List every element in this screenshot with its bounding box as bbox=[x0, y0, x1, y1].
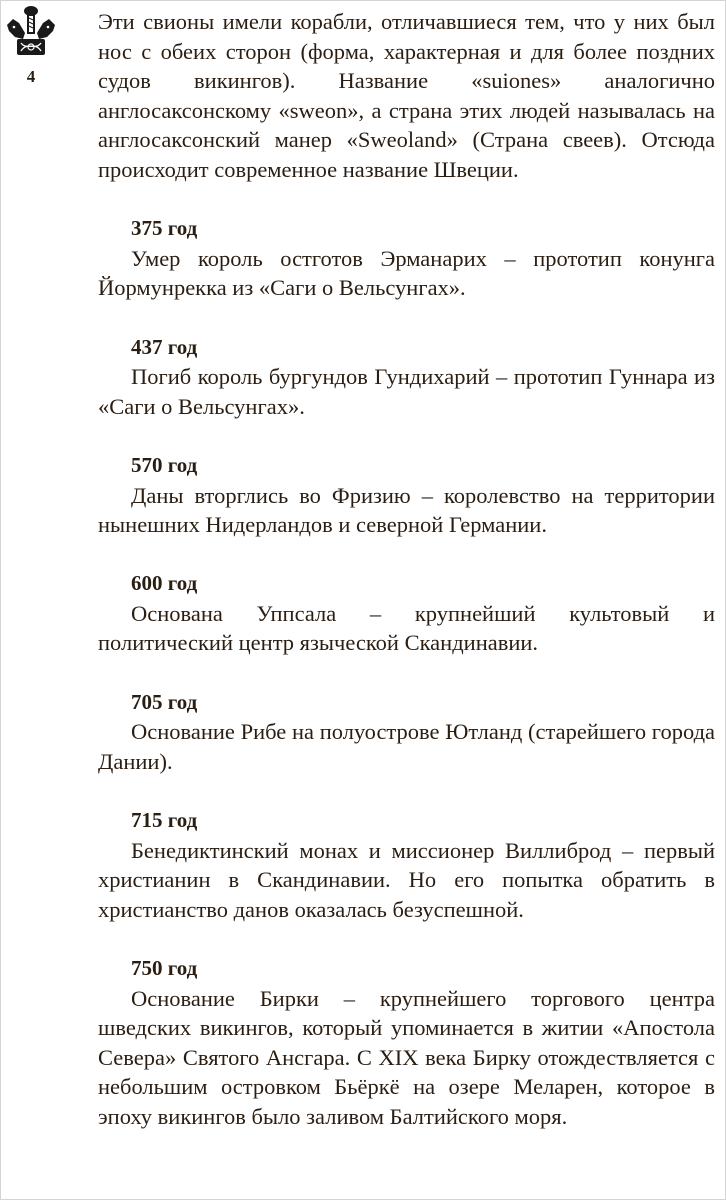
entry-year: 600 год bbox=[131, 571, 198, 596]
entry-text: Основана Уппсала – крупнейший культовый и политический центр языческой Скандинавии. bbox=[98, 600, 715, 656]
timeline-entry-570 bbox=[98, 451, 715, 540]
timeline-entry-750 bbox=[98, 954, 715, 1132]
entry-year: 705 год bbox=[131, 689, 198, 714]
timeline-entry-600 bbox=[98, 569, 715, 658]
entry-year: 437 год bbox=[131, 334, 198, 359]
timeline-entry-437 bbox=[98, 333, 715, 422]
entry-year: 375 год bbox=[131, 216, 198, 241]
entry-text: Погиб король бургундов Гундихарий – прототип Гуннара из «Саги о Вельсунгах». bbox=[98, 364, 715, 419]
entry-year: 750 год bbox=[131, 956, 198, 980]
intro-paragraph: Эти свионы имели корабли, отличавшиеся тем, что у них был нос с обеих сторон (форма, характерная и для более поздних судов викингов). Название «suiones» аналогично англосаксонскому «sweon», а страна этих людей называлась на англосаксонский манер «Sweoland» (Страна свеев). Отсюда происходит современное название Швеции. bbox=[98, 9, 715, 182]
entry-year: 715 год bbox=[131, 808, 198, 833]
page-content bbox=[98, 7, 715, 1132]
entry-text: Даны вторглись во Фризию – королевство на территории нынешних Нидерландов и северной Германии. bbox=[98, 482, 715, 538]
timeline-entry-375 bbox=[98, 214, 715, 303]
timeline-entry-705 bbox=[98, 688, 715, 777]
entry-text: Умер король остготов Эрманарих – прототип конунга Йормунрекка из «Саги о Вельсунгах». bbox=[98, 245, 715, 301]
entry-text: Основание Рибе на полуострове Ютланд (старейшего города Дании). bbox=[98, 719, 715, 774]
thors-hammer-emblem-icon bbox=[5, 5, 57, 63]
timeline-entry-715 bbox=[98, 806, 715, 924]
entry-text: Бенедиктинский монах и миссионер Виллиброд – первый христианин в Скандинавии. Но его попытка обратить в христианство данов оказалась безуспешной. bbox=[98, 837, 715, 922]
page-number: 4 bbox=[26, 67, 36, 86]
entry-year: 570 год bbox=[131, 452, 198, 477]
entry-text: Основание Бирки – крупнейшего торгового центра шведских викингов, который упоминается в житии «Апостола Севера» Святого Ансгара. С XIX века Бирку отождествляется с небольшим островком Бьёркё на озере Меларен, которое в эпоху викингов было заливом Балтийского моря. bbox=[98, 985, 715, 1129]
